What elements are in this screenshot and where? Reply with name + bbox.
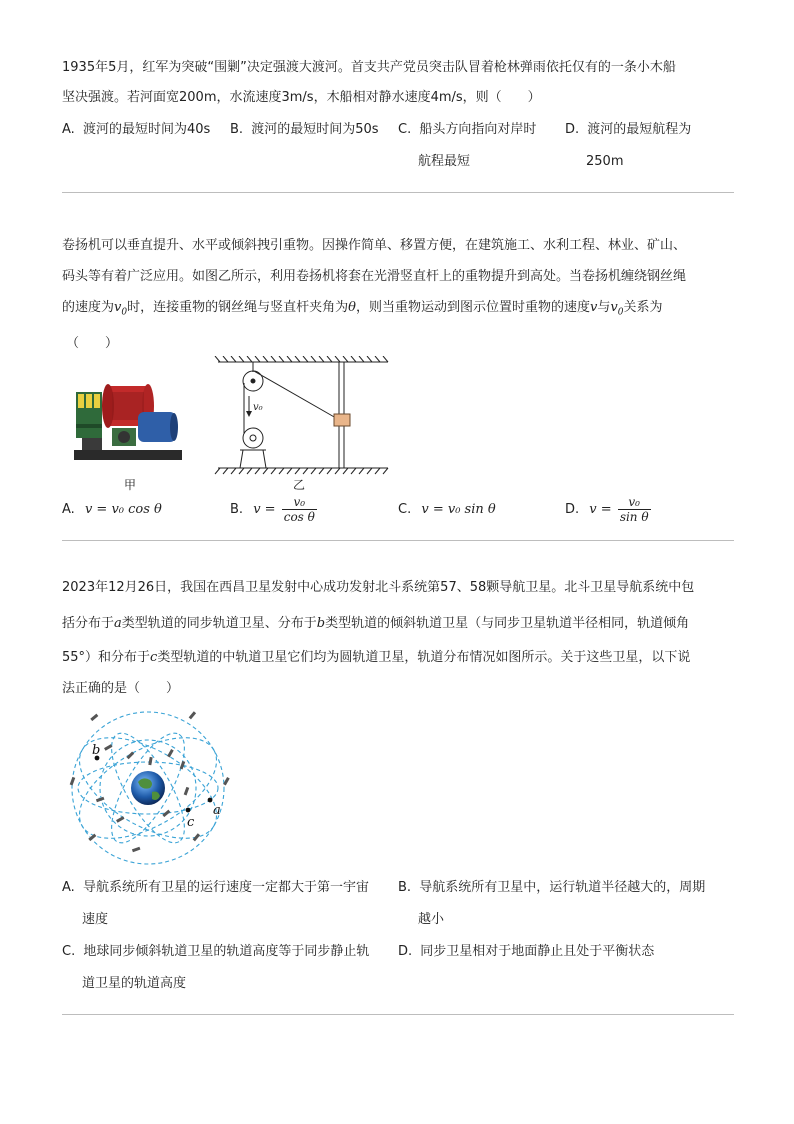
option-letter: C. [62,944,76,959]
winch-machine-figure [68,372,188,472]
question-3 [62,578,734,998]
option-letter: A. [62,122,75,137]
option-letter: D. [398,944,413,959]
option-math: v = v₀ sin θ [421,502,496,517]
q3-option-c-continued: 道卫星的轨道高度 [82,976,187,991]
q2-option-b[interactable] [230,493,317,527]
figure-label-yi: 乙 [293,478,306,492]
q2-stem-line-3: 的速度为$v_0$时，连接重物的钢丝绳与竖直杆夹角为θ，则当重物运动到图示位置时重物的速度v与$v_0$关系为 [62,300,663,318]
q3-stem-line-3: 55°）和分布于c类型轨道的中轨道卫星它们均为圆轨道卫星，轨道分布情况如图所示。关于这些卫星，以下说 [62,650,691,665]
q1-option-b[interactable] [230,120,379,140]
option-text: 地球同步倾斜轨道卫星的轨道高度等于同步静止轨 [83,944,370,959]
option-math-lhs: v = [589,502,612,517]
q3-option-b[interactable] [398,878,705,898]
divider [62,192,734,193]
figure-label-jia: 甲 [124,478,137,492]
pulley-diagram-figure [214,356,394,478]
option-math-lhs: v = [253,502,276,517]
q3-option-a-continued: 速度 [82,912,109,927]
q3-stem-line-1: 2023年12月26日，我国在西昌卫星发射中心成功发射北斗系统第57、58颗导航卫星。北斗卫星导航系统中包 [62,580,695,595]
rope [254,371,336,418]
symbol-v: v [589,300,598,315]
winch-pulley [243,428,263,448]
option-text: 渡河的最短时间为50s [251,122,379,137]
q2-option-a[interactable] [62,500,162,520]
q2-option-c[interactable] [398,500,496,520]
option-letter: A. [62,502,75,517]
q3-option-c[interactable] [62,942,369,962]
option-letter: A. [62,880,75,895]
symbol-theta: θ [348,300,356,315]
question-2 [62,236,734,536]
winch-base [74,450,182,460]
q1-option-c[interactable] [398,120,536,140]
orbit-label-a: a [213,803,221,818]
option-letter: C. [398,122,412,137]
q1-stem-line-2: 坚决强渡。若河面宽200m，水流速度3m/s，木船相对静水速度4m/s，则（ ） [62,90,541,105]
symbol-v0: $v_0$ [114,300,128,318]
option-letter: D. [565,122,580,137]
q3-stem-line-4: 法正确的是（ ） [62,681,180,696]
option-letter: B. [230,502,244,517]
q1-option-d[interactable] [565,120,691,140]
q3-stem-line-2: 括分布于a类型轨道的同步轨道卫星、分布于b类型轨道的倾斜轨道卫星（与同步卫星轨道半径相同，轨道倾角 [62,616,690,631]
option-letter: B. [230,122,244,137]
option-text: 同步卫星相对于地面静止且处于平衡状态 [420,944,655,959]
q2-answer-bracket: （ ） [66,336,119,351]
q3-option-a[interactable] [62,878,369,898]
q1-option-c-continued: 航程最短 [418,154,471,169]
velocity-arrow-icon [246,411,252,417]
q2-stem-line-2: 码头等有着广泛应用。如图乙所示，利用卷扬机将套在光滑竖直杆上的重物提升到高处。当卷扬机缠绕钢丝绳 [62,269,687,284]
question-1 [62,58,734,178]
q3-option-d[interactable] [398,942,654,962]
option-text: 渡河的最短航程为 [587,122,692,137]
q1-stem-line-1: 1935年5月，红军为突破“围剿”决定强渡大渡河。首支共产党员突击队冒着枪林弹雨依托仅有的一条小木船 [62,60,676,75]
option-text: 渡河的最短时间为40s [82,122,211,137]
v0-label: v₀ [253,402,263,413]
satellite-orbits-figure [62,708,234,870]
orbit-label-b: b [92,743,101,758]
option-math: v = v₀ cos θ [84,502,162,517]
symbol-v0: $v_0$ [610,300,624,318]
option-letter: C. [398,502,412,517]
q2-stem-line-1: 卷扬机可以垂直提升、水平或倾斜拽引重物。因操作简单、移置方便，在建筑施工、水利工程、林业、矿山、 [62,238,687,253]
option-fraction: $\frac{\text{v₀}}{\text{sin θ}}$ [619,495,649,524]
q1-option-d-continued: 250m [586,154,624,169]
q1-option-a[interactable] [62,120,210,140]
option-text: 导航系统所有卫星中，运行轨道半径越大的，周期 [419,880,706,895]
divider [62,540,734,541]
divider [62,1014,734,1015]
sliding-block [334,414,350,426]
q3-option-b-continued: 越小 [418,912,445,927]
orbit-label-c: c [187,815,195,830]
option-text: 船头方向指向对岸时 [419,122,537,137]
option-text: 导航系统所有卫星的运行速度一定都大于第一宇宙 [82,880,369,895]
option-letter: B. [398,880,412,895]
q2-option-d[interactable] [565,493,651,527]
option-letter: D. [565,502,580,517]
option-fraction: $\frac{\text{v₀}}{\text{cos θ}}$ [283,495,315,524]
